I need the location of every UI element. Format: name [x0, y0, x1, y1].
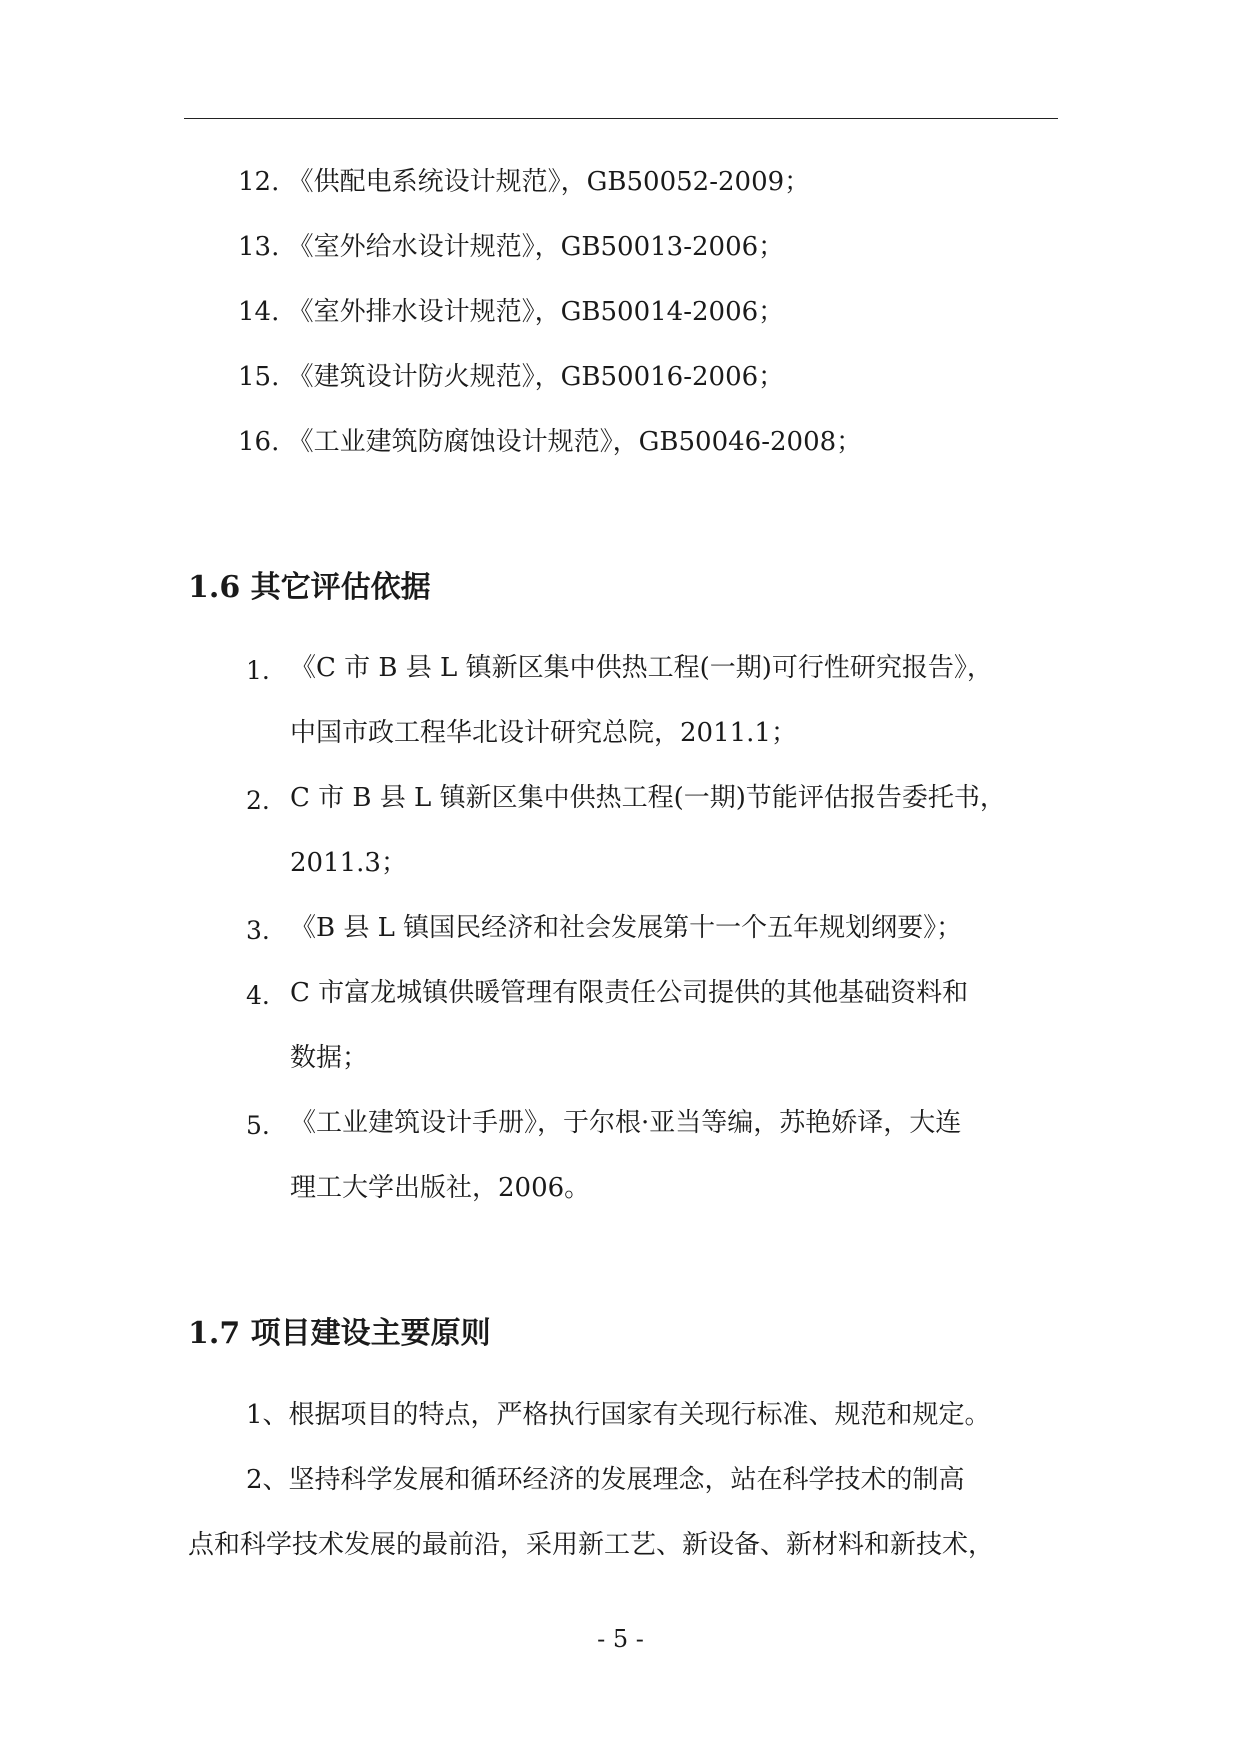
- paragraph-line: 点和科学技术发展的最前沿，采用新工艺、新设备、新材料和新技术，: [188, 1530, 995, 1560]
- list-item-text: 2011.3；: [290, 848, 407, 878]
- list-item-text: 《C 市 B 县 L 镇新区集中供热工程(一期)可行性研究报告》，: [290, 653, 993, 683]
- list-item-number: 1.: [246, 656, 270, 685]
- list-item-number: 3.: [246, 916, 270, 945]
- list-item-text: 中国市政工程华北设计研究总院，2011.1；: [290, 718, 797, 748]
- standard-item-15: 15. 《建筑设计防火规范》，GB50016-2006；: [238, 362, 785, 392]
- standard-item-12: 12. 《供配电系统设计规范》，GB50052-2009；: [238, 167, 811, 197]
- list-item-text: C 市富龙城镇供暖管理有限责任公司提供的其他基础资料和: [290, 978, 969, 1008]
- header-rule: [184, 118, 1058, 119]
- page-number: - 5 -: [597, 1625, 644, 1653]
- list-item-text: 《工业建筑设计手册》，于尔根·亚当等编，苏艳娇译，大连: [290, 1108, 962, 1138]
- standard-item-14: 14. 《室外排水设计规范》，GB50014-2006；: [238, 297, 785, 327]
- standard-item-16: 16. 《工业建筑防腐蚀设计规范》，GB50046-2008；: [238, 427, 863, 457]
- paragraph-line: 1、根据项目的特点，严格执行国家有关现行标准、规范和规定。: [246, 1400, 991, 1430]
- list-item-number: 2.: [246, 786, 270, 815]
- paragraph-line: 2、坚持科学发展和循环经济的发展理念，站在科学技术的制高: [246, 1465, 965, 1495]
- list-item-number: 4.: [246, 981, 270, 1010]
- list-item-text: C 市 B 县 L 镇新区集中供热工程(一期)节能评估报告委托书，: [290, 783, 1006, 813]
- list-item-text: 理工大学出版社，2006。: [290, 1173, 591, 1203]
- list-item-number: 5.: [246, 1111, 270, 1140]
- list-item-text: 数据；: [290, 1043, 369, 1073]
- section-heading-1-7: 1.7 项目建设主要原则: [188, 1316, 491, 1351]
- standard-item-13: 13. 《室外给水设计规范》，GB50013-2006；: [238, 232, 785, 262]
- section-heading-1-6: 1.6 其它评估依据: [188, 570, 431, 605]
- list-item-text: 《B 县 L 镇国民经济和社会发展第十一个五年规划纲要》；: [290, 913, 963, 943]
